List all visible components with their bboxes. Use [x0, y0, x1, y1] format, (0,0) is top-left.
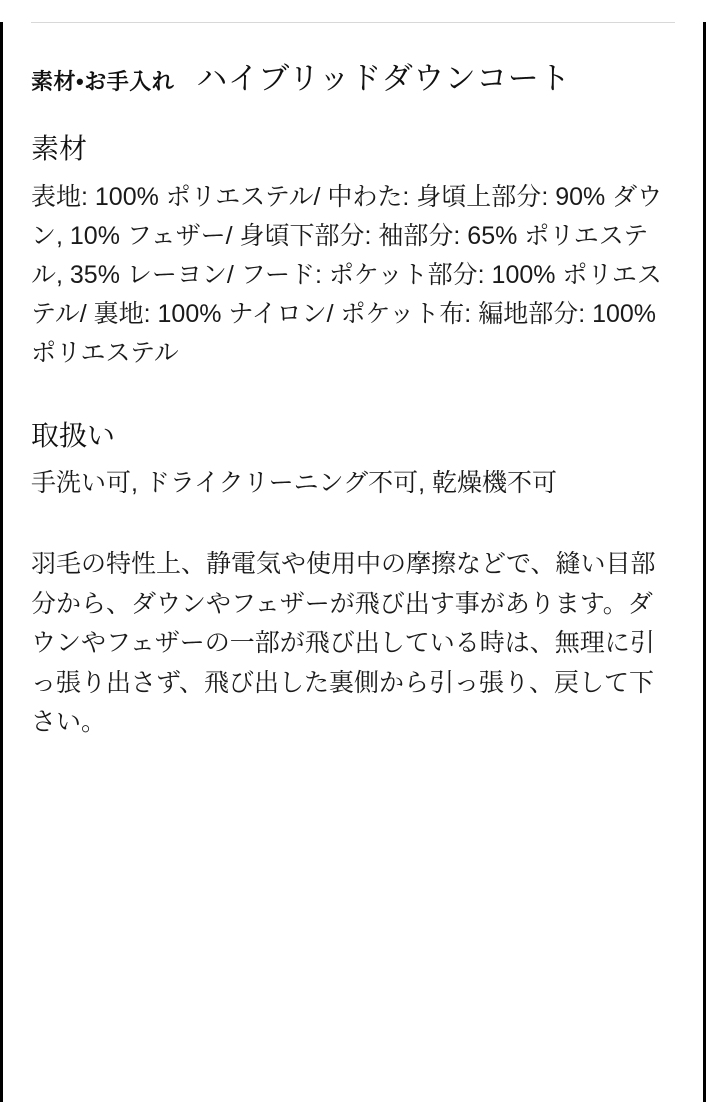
- care-text: 手洗い可, ドライクリーニング不可, 乾燥機不可: [31, 469, 558, 498]
- care-section: [31, 419, 675, 504]
- materials-text: 表地: 100% ポリエステル/ 中わた: 身頃上部分: 90% ダウン, 10% フェザー/ 身頃下部分: 袖部分: 65% ポリエステル, 35% レーヨン/ フード: ポケット部分: 100% ポリエステル/ 裏地: 100% ナイロン/ ポケット布: 編地部分: 100% ポリエステル: [31, 182, 663, 367]
- section-header: [31, 53, 675, 98]
- materials-heading: 素材: [31, 133, 88, 164]
- top-divider: [31, 22, 675, 23]
- note-text: 羽毛の特性上、静電気や使用中の摩擦などで、縫い目部分から、ダウンやフェザーが飛び出す事があります。ダウンやフェザーの一部が飛び出している時は、無理に引っ張り出さず、飛び出した裏側から引っ張り、戻して下さい。: [31, 550, 656, 737]
- note-section: [31, 545, 675, 743]
- section-header-label: 素材•お手入れ: [31, 69, 175, 94]
- materials-section: [31, 132, 675, 373]
- care-heading: 取扱い: [31, 419, 116, 451]
- product-detail-page: [0, 22, 706, 1102]
- product-title: ハイブリッドダウンコート: [196, 61, 571, 96]
